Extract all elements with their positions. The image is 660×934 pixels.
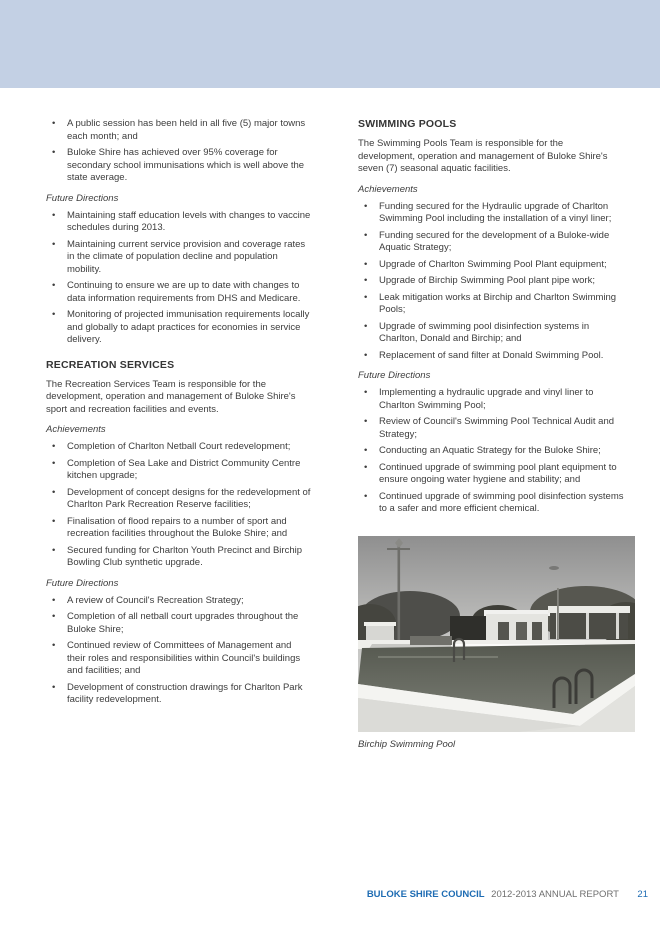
bullet-icon: • (364, 320, 368, 332)
bullet-text: Continuing to ensure we are up to date with changes to data information requirements from DHS and Medicare. (67, 280, 301, 304)
bullet-text: Upgrade of Charlton Swimming Pool Plant equipment; (379, 258, 607, 270)
bullet-text: Finalisation of flood repairs to a number of sport and recreation facilities throughout the Buloke Shire; and (67, 515, 288, 539)
bullet-text: Development of construction drawings for Charlton Park facility redevelopment. (67, 681, 303, 705)
bullet-text: Monitoring of projected immunisation requirements locally and globally to adapt practices for economies in service delivery. (67, 309, 310, 345)
footer-report-title: 2012-2013 ANNUAL REPORT (491, 889, 619, 900)
header-banner (0, 0, 660, 88)
bullet-icon: • (52, 681, 56, 693)
bullet-text: Review of Council's Swimming Pool Technical Audit and Strategy; (379, 416, 615, 440)
bullet-icon: • (364, 416, 368, 427)
bullet-icon: • (52, 238, 56, 250)
swimming-achievements-list (358, 201, 642, 363)
bullet-text: Upgrade of Birchip Swimming Pool plant pipe work; (379, 275, 595, 286)
bullet-item (46, 280, 330, 305)
right-column (358, 118, 642, 750)
bullet-text: Completion of Sea Lake and District Community Centre kitchen upgrade; (67, 457, 301, 481)
bullet-icon: • (364, 461, 368, 473)
bullet-item (46, 309, 330, 347)
bullet-icon: • (52, 147, 56, 158)
bullet-item (358, 259, 642, 272)
bullet-text: Continued upgrade of swimming pool plant equipment to ensure ongoing water hygiene and stability; and (379, 461, 617, 485)
bullet-icon: • (52, 515, 56, 527)
bullet-item (46, 239, 330, 277)
recreation-services-heading: RECREATION SERVICES (46, 358, 175, 371)
bullet-item (46, 611, 330, 636)
bullet-icon: • (364, 291, 368, 303)
bullet-item (46, 118, 330, 143)
bullet-item (46, 640, 330, 678)
left-column (46, 118, 330, 750)
recreation-achievements-list (46, 441, 330, 570)
bullet-item (358, 445, 642, 458)
bullet-item (358, 387, 642, 412)
immunisation-future-directions-label: Future Directions (46, 192, 119, 204)
bullet-item (46, 545, 330, 570)
bullet-text: Completion of Charlton Netball Court redevelopment; (67, 441, 291, 452)
bullet-icon: • (52, 309, 56, 320)
bullet-icon: • (52, 611, 56, 622)
bullet-text: Maintaining staff education levels with changes to vaccine schedules during 2013. (67, 209, 311, 233)
bullet-item (358, 416, 642, 441)
bullet-item (46, 210, 330, 235)
bullet-icon: • (52, 441, 56, 452)
bullet-icon: • (52, 486, 56, 498)
bullet-icon: • (52, 544, 56, 556)
bullet-icon: • (364, 229, 368, 241)
swimming-achievements-label: Achievements (358, 183, 418, 195)
immunisation-future-directions-list (46, 210, 330, 347)
bullet-icon: • (364, 200, 368, 212)
bullet-text: Funding secured for the Hydraulic upgrade of Charlton Swimming Pool including the installation of a vinyl liner; (379, 200, 612, 224)
bullet-item (358, 491, 642, 516)
bullet-icon: • (364, 258, 368, 270)
bullet-text: Implementing a hydraulic upgrade and vinyl liner to Charlton Swimming Pool; (379, 387, 594, 411)
recreation-achievements-label: Achievements (46, 424, 106, 435)
bullet-icon: • (52, 280, 56, 291)
swimming-pools-heading: SWIMMING POOLS (358, 118, 457, 130)
bullet-item (358, 350, 642, 363)
bullet-text: Leak mitigation works at Birchip and Charlton Swimming Pools; (379, 291, 617, 315)
bullet-text: Continued upgrade of swimming pool disinfection systems to a safer and more efficient chemical. (379, 490, 624, 514)
bullet-icon: • (364, 445, 368, 456)
birchip-swimming-pool-photo (358, 536, 635, 732)
bullet-item (46, 682, 330, 707)
bullet-text: Development of concept designs for the redevelopment of Charlton Park Recreation Reserve facilities; (67, 486, 311, 510)
recreation-intro-paragraph: The Recreation Services Team is responsible for the development, operation and management of Buloke Shire's sport and recreation facilities and events. (46, 378, 296, 415)
bullet-text: Funding secured for the development of a Buloke-wide Aquatic Strategy; (379, 229, 610, 253)
bullet-item (46, 516, 330, 541)
bullet-icon: • (52, 640, 56, 651)
bullet-icon: • (364, 387, 368, 398)
bullet-icon: • (52, 209, 56, 221)
bullet-item (358, 292, 642, 317)
footer-page-number: 21 (637, 889, 648, 900)
pool-photo-illustration (358, 536, 635, 732)
bullet-icon: • (52, 118, 56, 129)
page-content (0, 88, 660, 750)
bullet-icon: • (52, 594, 56, 606)
bullet-item (358, 230, 642, 255)
bullet-text: Upgrade of swimming pool disinfection systems in Charlton, Donald and Birchip; and (379, 320, 590, 344)
recreation-future-directions-label: Future Directions (46, 577, 119, 589)
bullet-text: Conducting an Aquatic Strategy for the Buloke Shire; (379, 445, 601, 456)
bullet-item (46, 441, 330, 454)
bullet-item (358, 201, 642, 226)
page-footer (367, 889, 648, 900)
footer-brand: BULOKE SHIRE COUNCIL (366, 889, 485, 900)
bullet-icon: • (364, 490, 368, 502)
bullet-item (46, 487, 330, 512)
bullet-item (358, 275, 642, 288)
bullet-item (358, 462, 642, 487)
swimming-future-directions-label: Future Directions (358, 370, 431, 381)
bullet-item (46, 147, 330, 185)
swimming-intro-paragraph: The Swimming Pools Team is responsible for the development, operation and management of Buloke Shire's seven (7) seasonal aquatic facilities. (358, 138, 608, 174)
immunisation-bullet-list (46, 118, 330, 185)
bullet-item (46, 595, 330, 608)
bullet-icon: • (364, 349, 368, 361)
recreation-future-directions-list (46, 595, 330, 707)
bullet-icon: • (52, 457, 56, 469)
bullet-text: Secured funding for Charlton Youth Precinct and Birchip Bowling Club synthetic upgrade. (67, 544, 303, 568)
bullet-icon: • (364, 275, 368, 286)
bullet-item (46, 458, 330, 483)
bullet-text: A public session has been held in all five (5) major towns each month; and (67, 118, 306, 142)
bullet-text: Completion of all netball court upgrades throughout the Buloke Shire; (67, 611, 299, 635)
bullet-text: Buloke Shire has achieved over 95% coverage for secondary school immunisations which is well above the state average. (67, 147, 305, 183)
bullet-text: Replacement of sand filter at Donald Swimming Pool. (379, 349, 604, 361)
swimming-future-directions-list (358, 387, 642, 516)
bullet-text: Continued review of Committees of Management and their roles and responsibilities within Council's buildings and facilities; and (67, 640, 301, 676)
bullet-text: A review of Council's Recreation Strategy; (67, 594, 244, 606)
bullet-item (358, 321, 642, 346)
bullet-text: Maintaining current service provision and coverage rates in the climate of population decline and population mobility. (67, 238, 306, 275)
photo-caption: Birchip Swimming Pool (358, 738, 456, 750)
photo-figure (358, 536, 642, 750)
